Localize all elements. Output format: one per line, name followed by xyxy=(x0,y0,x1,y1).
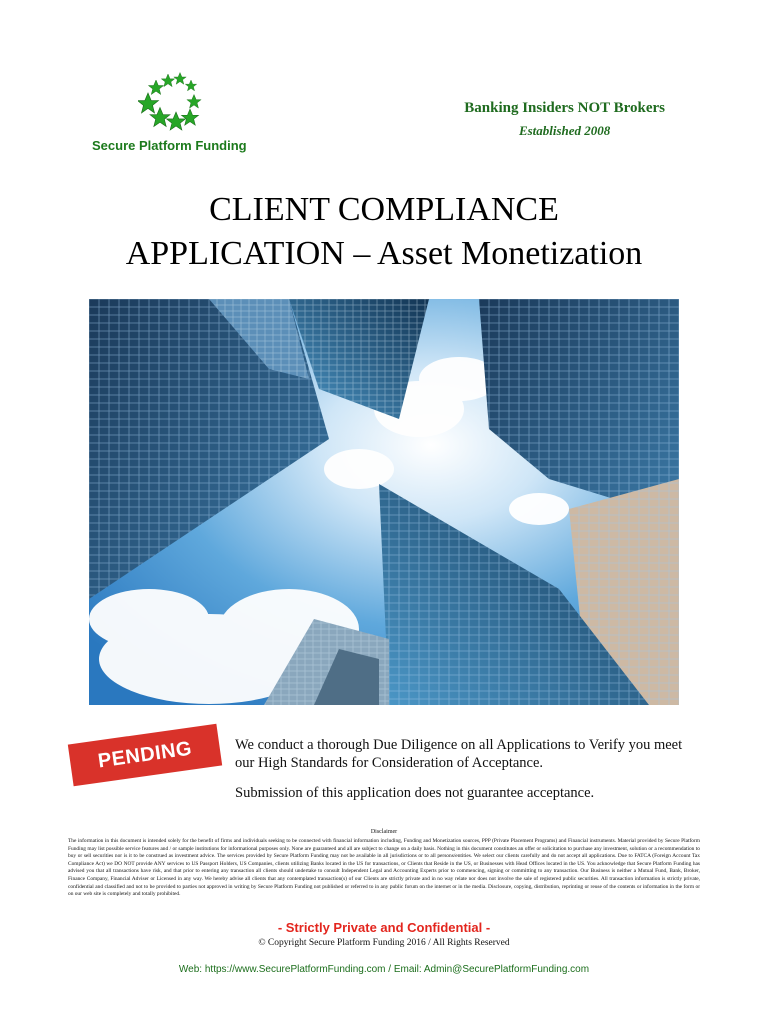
established-year: Established 2008 xyxy=(518,123,611,138)
intro-text xyxy=(235,736,685,802)
confidential-notice: - Strictly Private and Confidential - xyxy=(277,920,491,935)
company-name: Secure Platform Funding xyxy=(92,138,247,153)
title-line-1: CLIENT COMPLIANCE xyxy=(209,191,559,228)
hero-image-skyscrapers xyxy=(89,299,679,705)
pending-review-stamp xyxy=(68,724,222,814)
disclaimer-text: The information in this document is intended solely for the benefit of firms and individuals seeking to be connected with financial information including, Funding and Monetization sources, PPP (Private Placement Programs) and Financial instruments. Material provided by Secure Platform Funding may list possible service features and / or sample institutions for informational purposes only. None are guaranteed and all are subject to change on a daily basis. Nothing in this document constitutes an offer or solicitation to purchase any investment, solution or a recommendation to buy or sell securities nor is it to be construed as investment advice. The services provided by Secure Platform Funding may not be available in all jurisdictions or to all persons/entities. We select our clients carefully and do not accept all applications. Due to FATCA (Foreign Account Tax Compliance Act) we DO NOT provide ANY services to US Passport Holders, US Companies, clients utilizing Banks located in the US for transactions, or Clients that Reside in the US, or Businesses with Head Offices located in the US. You acknowledge that Secure Platform Funding has advised you that all transactions have risk, and that prior to entering any transaction all clients should undertake to consult Independent Legal and Accounting Experts prior to commencing, signing or committing to any transaction. Our Business is neither a Mutual Fund, Bank, Broker, Finance Company, Financial Adviser or Licensed in any way. We hereby advise all clients that any contemplated transaction(s) of our Clients are strictly private and in no way relate nor does not involve the sale of registered public securities. All transaction information is strictly private, confidential and classified and not to be provided to parties not approved in writing by Secure Platform Funding not published or referred to in any public forum on the internet or in the media. Disclosure, copying, distribution, reprinting or reuse of the contents or information in the form or on our web site is completely and totally prohibited. xyxy=(68,838,700,898)
copyright-notice: © Copyright Secure Platform Funding 2016 / All Rights Reserved xyxy=(258,938,510,948)
title-line-2: APPLICATION – Asset Monetization xyxy=(125,235,643,272)
page-title xyxy=(0,188,768,276)
disclaimer-title: Disclaimer xyxy=(370,829,398,835)
stamp-label: PENDING REVIEW xyxy=(68,724,222,786)
intro-paragraph-1: We conduct a thorough Due Diligence on all Applications to Verify you meet our High Standards for Consideration of Acceptance. xyxy=(235,737,683,771)
tagline-block xyxy=(464,100,665,139)
tagline: Banking Insiders NOT Brokers xyxy=(464,100,665,116)
skyscrapers-illustration xyxy=(89,299,679,705)
intro-paragraph-2: Submission of this application does not guarantee acceptance. xyxy=(235,785,595,801)
star-ring-icon xyxy=(138,70,218,136)
contact-footer: Web: https://www.SecurePlatformFunding.com / Email: Admin@SecurePlatformFunding.com xyxy=(178,964,590,975)
company-logo xyxy=(88,70,268,160)
